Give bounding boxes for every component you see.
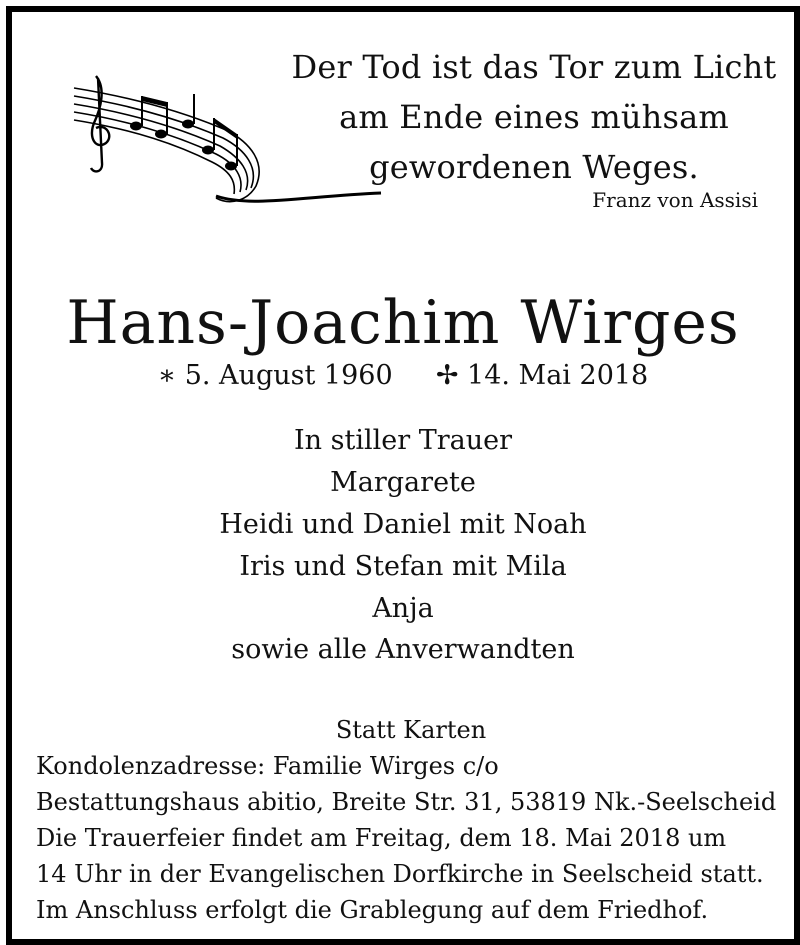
notice-line: Die Trauerfeier findet am Freitag, dem 18. Mai 2018 um [36, 824, 727, 852]
quote-line: am Ende eines mühsam [339, 98, 729, 136]
mourner-name: Margarete [330, 467, 476, 498]
death-date: 14. Mai 2018 [467, 360, 649, 391]
mourners-list [12, 420, 794, 630]
notice-heading: Statt Karten [335, 716, 487, 744]
deceased-name: Hans-Joachim Wirges [66, 288, 740, 358]
quote-line: Der Tod ist das Tor zum Licht [291, 48, 777, 86]
obituary-notice [6, 6, 800, 945]
birth-date: 5. August 1960 [184, 360, 393, 391]
mourner-name: Heidi und Daniel mit Noah [219, 509, 587, 540]
mourner-name: Anja [372, 593, 434, 624]
notice-line: Kondolenzadresse: Familie Wirges c/o [36, 752, 499, 780]
birth-star-icon: ∗ [157, 360, 177, 391]
relatives-line: sowie alle Anverwandten [231, 634, 575, 665]
life-dates [12, 358, 794, 394]
notice-line: 14 Uhr in der Evangelischen Dorfkirche in Seelscheid statt. [36, 860, 764, 888]
quote-author: Franz von Assisi [592, 188, 758, 212]
death-cross-icon: ✢ [435, 360, 459, 391]
notice-line: Bestattungshaus abitio, Breite Str. 31, 53819 Nk.-Seelscheid [36, 788, 777, 816]
quote-line: gewordenen Weges. [369, 148, 699, 186]
funeral-notice [36, 712, 786, 928]
notice-line: Im Anschluss erfolgt die Grablegung auf dem Friedhof. [36, 896, 709, 924]
mourning-intro: In stiller Trauer [293, 425, 512, 456]
mourner-name: Iris und Stefan mit Mila [239, 551, 567, 582]
quote [274, 42, 794, 192]
